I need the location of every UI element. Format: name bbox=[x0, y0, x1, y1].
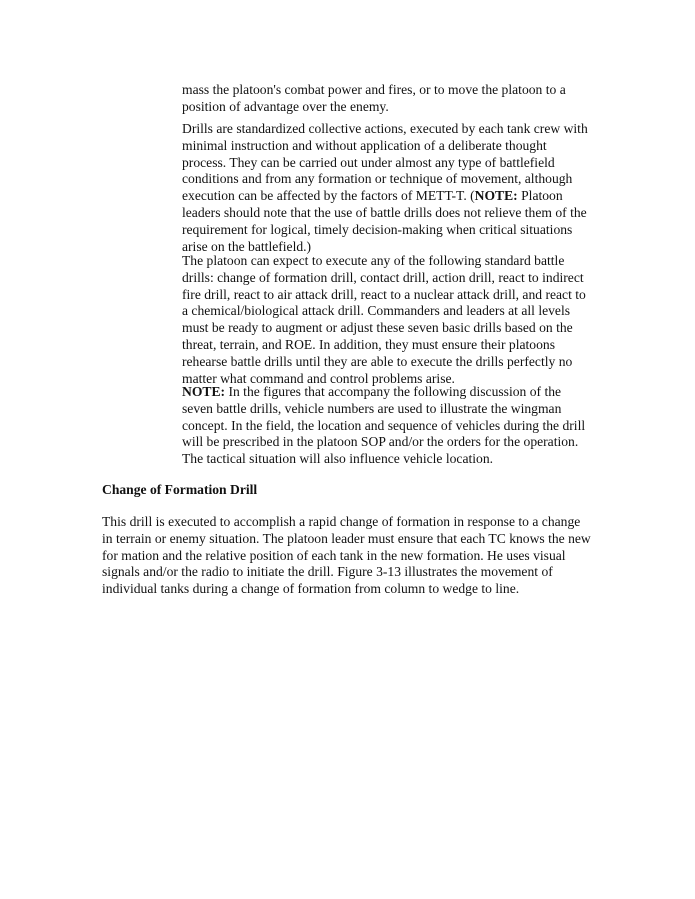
note-label: NOTE: bbox=[474, 188, 518, 204]
text-line: rehearse battle drills until they are able to execute the drills perfectly no bbox=[182, 353, 573, 369]
text-line: fire drill, react to air attack drill, react to a nuclear attack drill, and react to bbox=[182, 286, 586, 302]
text-line: arise on the battlefield.) bbox=[182, 238, 312, 254]
section-heading: Change of Formation Drill bbox=[102, 482, 258, 497]
text-line: for mation and the relative position of each tank in the new formation. He uses visual bbox=[102, 547, 566, 563]
text-line: individual tanks during a change of formation from column to wedge to line. bbox=[102, 581, 520, 597]
text-line: must be ready to augment or adjust these seven basic drills based on the bbox=[182, 320, 573, 336]
text-line: drills: change of formation drill, contact drill, action drill, react to indirect bbox=[182, 269, 584, 285]
text-line: threat, terrain, and ROE. In addition, they must ensure their platoons bbox=[182, 336, 555, 352]
text-line: The tactical situation will also influence vehicle location. bbox=[182, 451, 494, 467]
text-line: requirement for logical, timely decision-making when critical situations bbox=[182, 221, 573, 237]
text-segment: In the figures that accompany the following discussion of the bbox=[225, 384, 562, 399]
text-line: mass the platoon's combat power and fires, or to move the platoon to a bbox=[182, 82, 566, 97]
paragraph-note bbox=[182, 384, 586, 468]
text-line: leaders should note that the use of battle drills does not relieve them of the bbox=[182, 204, 587, 220]
text-line: signals and/or the radio to initiate the drill. Figure 3-13 illustrates the movement of bbox=[102, 564, 553, 580]
text-line: seven battle drills, vehicle numbers are used to illustrate the wingman bbox=[182, 400, 562, 416]
text-line: matter what command and control problems arise. bbox=[182, 370, 455, 386]
paragraph-continuation bbox=[182, 82, 582, 116]
text-line: a chemical/biological attack drill. Commanders and leaders at all levels bbox=[182, 303, 571, 319]
text-line: conditions and from any formation or technique of movement, although bbox=[182, 171, 573, 187]
text-line-with-note bbox=[182, 188, 582, 205]
text-line: Drills are standardized collective actions, executed by each tank crew with bbox=[182, 121, 588, 136]
text-line-with-note bbox=[182, 384, 582, 401]
text-line: will be prescribed in the platoon SOP and/or the orders for the operation. bbox=[182, 434, 579, 450]
text-line: process. They can be carried out under almost any type of battlefield bbox=[182, 154, 555, 170]
paragraph-standard-drills bbox=[182, 253, 586, 387]
text-line: in terrain or enemy situation. The platoon leader must ensure that each TC knows the new bbox=[102, 530, 591, 546]
paragraph-drills-definition bbox=[182, 121, 588, 255]
text-segment: Platoon bbox=[517, 188, 563, 204]
note-label: NOTE: bbox=[182, 384, 226, 399]
text-line: This drill is executed to accomplish a rapid change of formation in response to a change bbox=[102, 514, 581, 529]
text-line: minimal instruction and without application of a deliberate thought bbox=[182, 137, 547, 153]
text-segment: execution can be affected by the factors of METT-T. ( bbox=[182, 188, 475, 204]
text-line: position of advantage over the enemy. bbox=[182, 98, 389, 114]
text-line: The platoon can expect to execute any of the following standard battle bbox=[182, 253, 565, 268]
text-line: concept. In the field, the location and sequence of vehicles during the drill bbox=[182, 417, 586, 433]
paragraph-change-of-formation bbox=[102, 514, 592, 598]
